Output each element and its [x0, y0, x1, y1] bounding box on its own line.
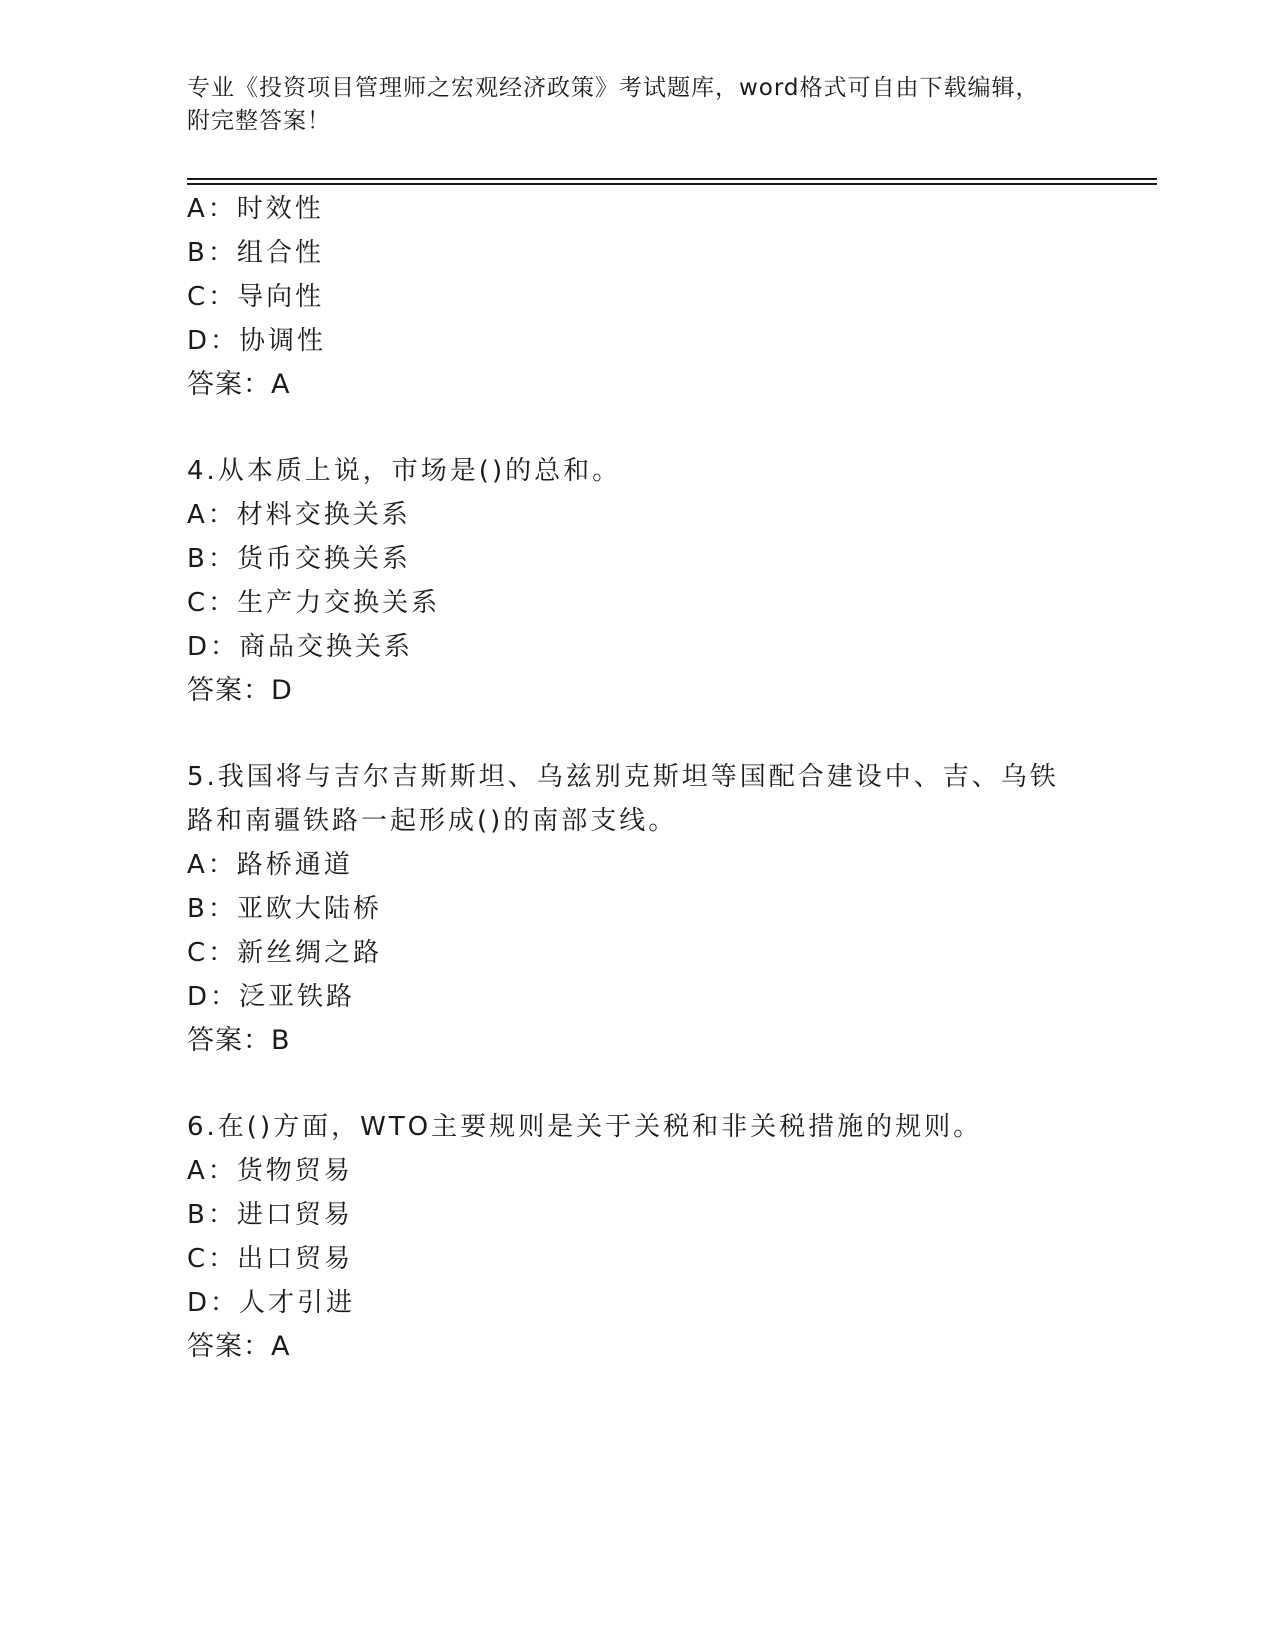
option-a: A：材料交换关系	[187, 500, 411, 530]
option-c: C：生产力交换关系	[187, 588, 441, 618]
option-c: C：新丝绸之路	[187, 938, 383, 968]
question-stem-line-1: 5.我国将与吉尔吉斯斯坦、乌兹别克斯坦等国配合建设中、吉、乌铁	[187, 762, 1059, 792]
header-line-1: 专业《投资项目管理师之宏观经济政策》考试题库，word格式可自由下载编辑，	[187, 75, 1040, 101]
option-a: A：路桥通道	[187, 850, 353, 880]
option-b: B：货币交换关系	[187, 544, 411, 574]
option-d: D：协调性	[187, 326, 327, 356]
document-header	[187, 72, 1087, 138]
option-a: A：时效性	[187, 194, 324, 224]
option-d: D：商品交换关系	[187, 632, 414, 662]
question-stem: 4.从本质上说，市场是()的总和。	[187, 456, 622, 486]
option-b: B：进口贸易	[187, 1200, 353, 1230]
option-c: C：导向性	[187, 282, 325, 312]
answer-line: 答案：A	[187, 369, 291, 400]
option-c: C：出口贸易	[187, 1244, 354, 1274]
option-b: B：亚欧大陆桥	[187, 894, 382, 924]
header-line-2: 附完整答案！	[187, 108, 331, 134]
answer-line: 答案：D	[187, 675, 293, 706]
question-stem: 6.在()方面，WTO主要规则是关于关税和非关税措施的规则。	[187, 1112, 983, 1142]
header-divider-top	[187, 178, 1157, 180]
question-stem-line-2: 路和南疆铁路一起形成()的南部支线。	[187, 806, 678, 836]
header-divider-bottom	[187, 183, 1157, 185]
answer-line: 答案：A	[187, 1331, 291, 1362]
answer-line: 答案：B	[187, 1025, 291, 1056]
option-d: D：泛亚铁路	[187, 982, 356, 1012]
option-a: A：货物贸易	[187, 1156, 353, 1186]
option-b: B：组合性	[187, 238, 324, 268]
option-d: D：人才引进	[187, 1288, 356, 1318]
